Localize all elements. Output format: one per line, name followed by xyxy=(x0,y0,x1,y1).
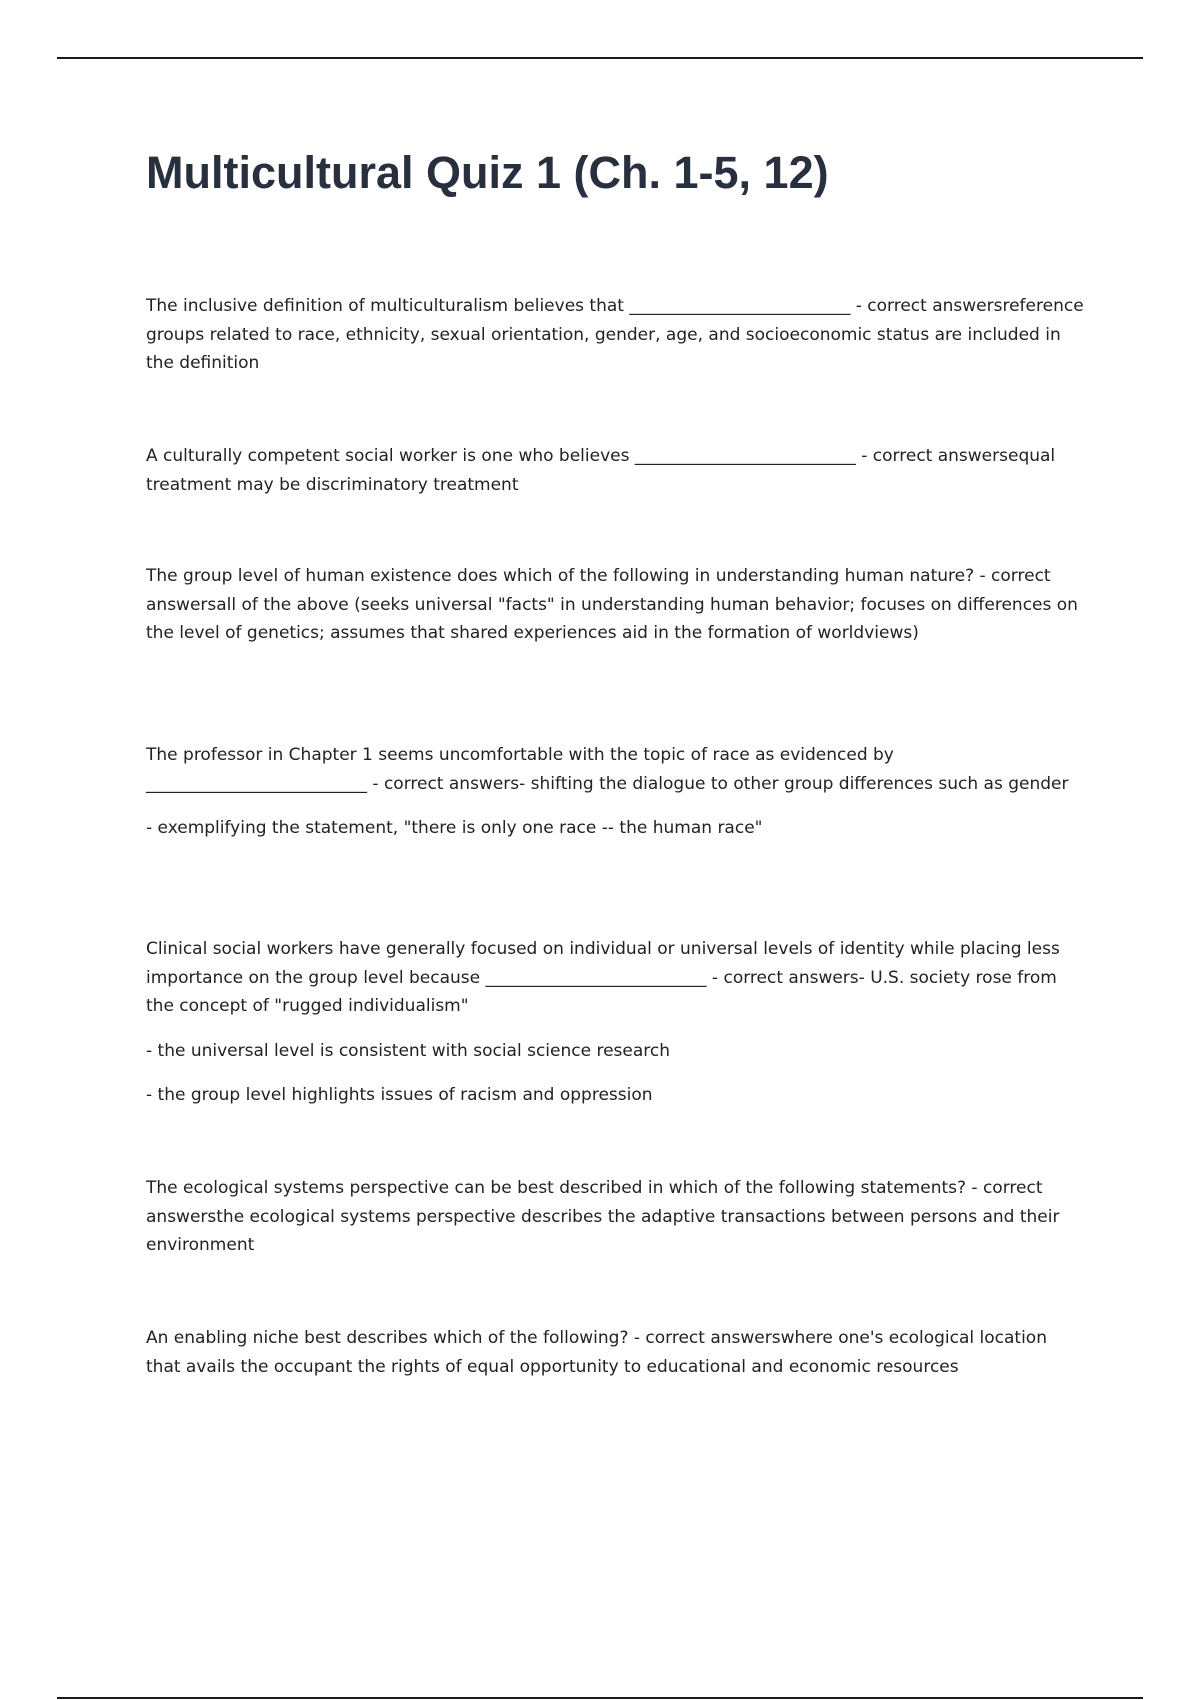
bottom-divider xyxy=(57,1697,1143,1699)
answer-line: - the universal level is consistent with social science research xyxy=(146,1040,671,1061)
question-block-7 xyxy=(146,1324,1086,1381)
question-text: The professor in Chapter 1 seems uncomfortable with the topic of race as evidenced by __________________________ - correct answers- shifting the dialogue to other group differences such as gender xyxy=(146,745,1069,794)
question-text: The inclusive definition of multiculturalism believes that __________________________ - correct answersreference groups related to race, ethnicity, sexual orientation, gender, age, and socioeconomic status are included in the definition xyxy=(146,296,1084,373)
question-block-2 xyxy=(146,442,1086,499)
question-block-3 xyxy=(146,562,1086,648)
document-title: Multicultural Quiz 1 (Ch. 1-5, 12) xyxy=(146,147,829,198)
question-text: A culturally competent social worker is one who believes __________________________ - correct answersequal treatment may be discriminatory treatment xyxy=(146,446,1056,495)
answer-line: - the group level highlights issues of racism and oppression xyxy=(146,1085,653,1105)
question-text: Clinical social workers have generally focused on individual or universal levels of identity while placing less importance on the group level because __________________________ - correct answers- U.S. society rose from the concept of "rugged individualism" xyxy=(146,939,1060,1016)
question-block-4 xyxy=(146,741,1086,843)
top-divider xyxy=(57,57,1143,59)
question-text: An enabling niche best describes which of the following? - correct answerswhere one's ecological location that avails the occupant the rights of equal opportunity to educational and economic resources xyxy=(146,1328,1047,1377)
question-block-6 xyxy=(146,1174,1086,1260)
question-block-5 xyxy=(146,935,1086,1110)
answer-line: - exemplifying the statement, "there is only one race -- the human race" xyxy=(146,818,763,838)
question-text: The ecological systems perspective can be best described in which of the following statements? - correct answersthe ecological systems perspective describes the adaptive transactions between persons and their environment xyxy=(146,1178,1060,1255)
question-block-1 xyxy=(146,292,1086,378)
question-text: The group level of human existence does which of the following in understanding human nature? - correct answersall of the above (seeks universal "facts" in understanding human behavior; focuses on differences on the level of genetics; assumes that shared experiences aid in the formation of worldviews) xyxy=(146,566,1078,643)
